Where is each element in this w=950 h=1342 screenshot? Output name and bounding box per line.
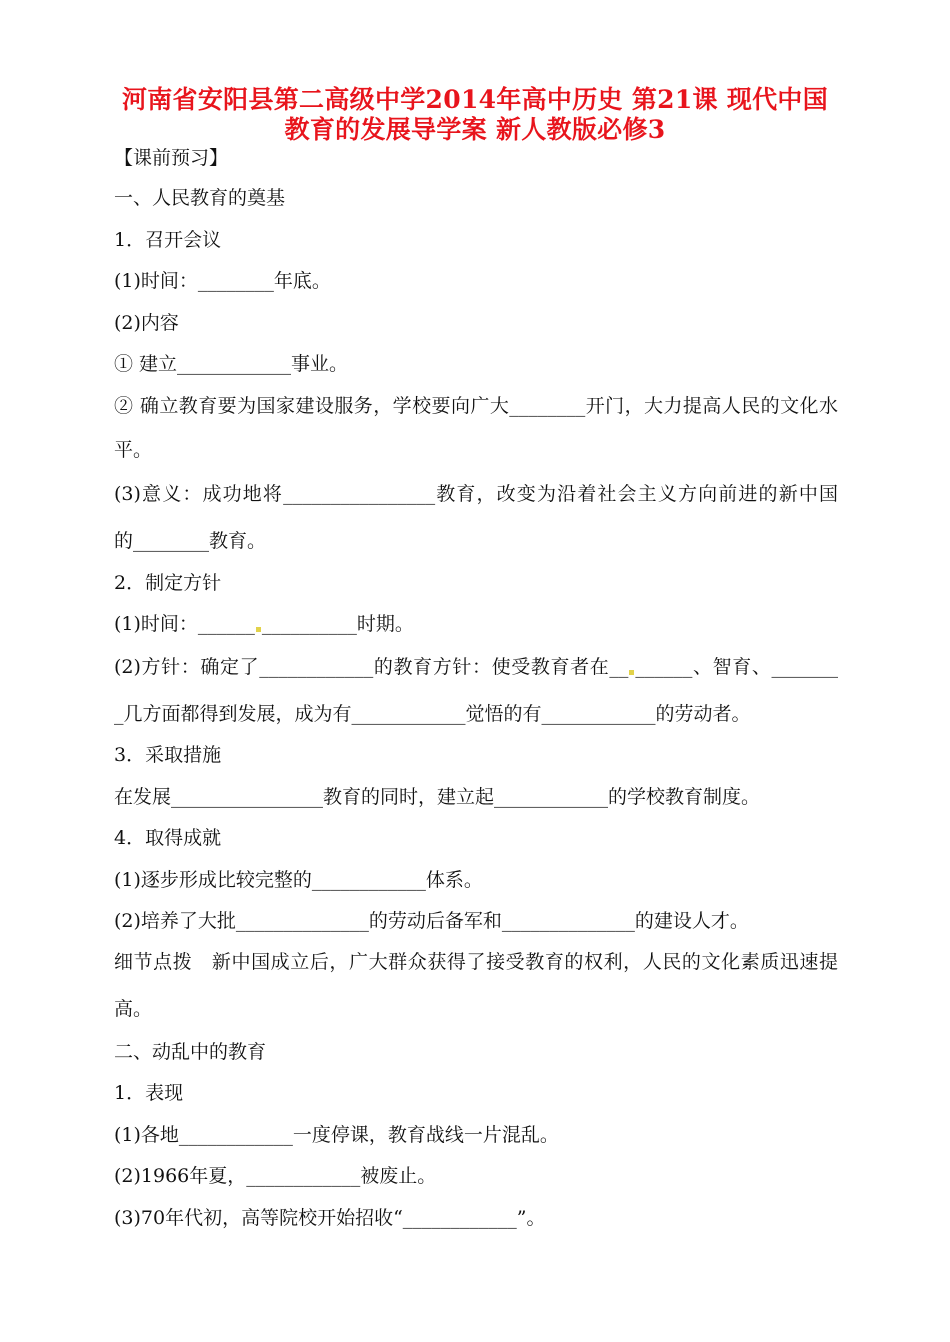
fill-blank-enrollment: (3)70年代初，高等院校开始招收“____________”。 bbox=[114, 1207, 546, 1229]
fill-blank-suspension: (1)各地____________一度停课，教育战线一片混乱。 bbox=[114, 1124, 559, 1146]
subheading-take-measures: 3．采取措施 bbox=[114, 744, 222, 766]
highlight-mark bbox=[256, 627, 261, 632]
highlight-mark bbox=[629, 670, 634, 675]
policy-content-part-2: ______、智育、_______ bbox=[635, 656, 838, 678]
item-content: (2)内容 bbox=[114, 312, 179, 334]
fill-blank-significance: (3)意义：成功地将________________教育，改变为沿着社会主义方向前进的新中国 bbox=[114, 483, 838, 505]
text-continuation-level: 平。 bbox=[114, 439, 153, 461]
fill-blank-meeting-time: (1)时间：________年底。 bbox=[114, 270, 331, 292]
subheading-formulate-policy: 2．制定方针 bbox=[114, 572, 222, 594]
fill-blank-system: (1)逐步形成比较完整的____________体系。 bbox=[114, 869, 483, 891]
fill-blank-policy-time bbox=[114, 612, 838, 636]
text-continuation-education: 的________教育。 bbox=[114, 530, 267, 552]
detail-tip-continuation: 高。 bbox=[114, 998, 153, 1020]
policy-content-part-1: (2)方针：确定了____________的教育方针：使受教育者在__ bbox=[114, 656, 629, 678]
fill-blank-policy-content bbox=[114, 655, 838, 679]
fill-blank-establish: ① 建立____________事业。 bbox=[114, 353, 349, 375]
fill-blank-serve-construction: ② 确立教育要为国家建设服务，学校要向广大________开门，大力提高人民的文化水 bbox=[114, 395, 838, 417]
fill-blank-measures: 在发展________________教育的同时，建立起____________的学校教育制度。 bbox=[114, 786, 761, 808]
document-title-line-2: 教育的发展导学案 新人教版必修3 bbox=[284, 115, 666, 144]
detail-tip: 细节点拨 新中国成立后，广大群众获得了接受教育的权利，人民的文化素质迅速提 bbox=[114, 951, 838, 973]
fill-blank-policy-continuation: _几方面都得到发展，成为有____________觉悟的有____________的劳动者。 bbox=[114, 703, 751, 725]
policy-time-part-2: __________时期。 bbox=[261, 613, 414, 635]
subheading-convene-meeting: 1．召开会议 bbox=[114, 229, 222, 251]
policy-time-part-1: (1)时间：______ bbox=[114, 613, 255, 635]
heading-people-education-foundation: 一、人民教育的奠基 bbox=[114, 187, 286, 209]
section-label-preview: 【课前预习】 bbox=[114, 147, 229, 169]
document-title-line-1: 河南省安阳县第二高级中学2014年高中历史 第21课 现代中国 bbox=[121, 85, 829, 114]
subheading-manifestation: 1．表现 bbox=[114, 1082, 184, 1104]
fill-blank-abolished: (2)1966年夏，____________被废止。 bbox=[114, 1165, 437, 1187]
fill-blank-talents: (2)培养了大批______________的劳动后备军和______________的建设人才。 bbox=[114, 910, 749, 932]
heading-education-in-turmoil: 二、动乱中的教育 bbox=[114, 1041, 267, 1063]
subheading-achievements: 4．取得成就 bbox=[114, 827, 222, 849]
